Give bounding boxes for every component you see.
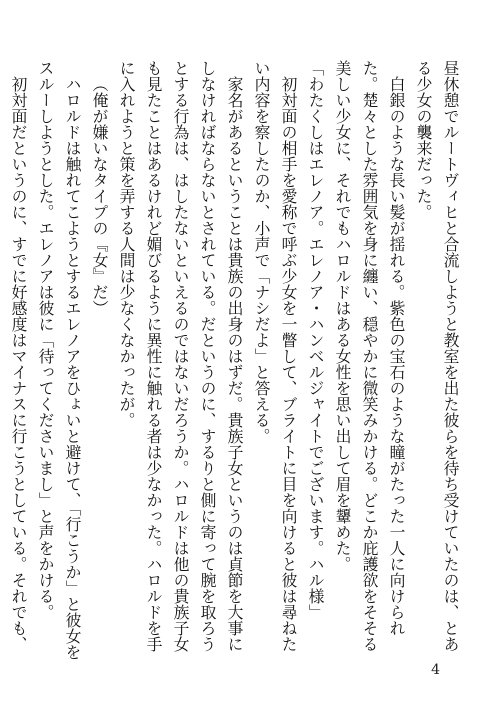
vertical-text-block bbox=[9, 60, 464, 660]
paragraph-7: ハロルドは触れてこようとするエレノアをひょいと避けて、「行こうか」と彼女をスルーしようとした。エレノアは彼に「待ってくださいまし」と声をかける。 bbox=[36, 60, 82, 660]
paragraph-1: 昼休憩でルートヴィヒと合流しようと教室を出た彼らを待ち受けていたのは、とある少女の襲来だった。 bbox=[414, 60, 460, 652]
paragraph-3: 「わたくしはエレノア。エレノア・ハンベルジャイトでございます。ハル様」 bbox=[306, 60, 325, 620]
paragraph-6: （俺が嫌いなタイプの『女』だ） bbox=[90, 75, 109, 316]
paragraph-4: 初対面の相手を愛称で呼ぶ少女を一瞥して、ブライトに目を向けると彼は尋ねたい内容を察したのか、小声で「ナシだよ」と答える。 bbox=[252, 60, 298, 652]
paragraph-2: 白銀のような長い髪が揺れる。紫色の宝石のような瞳がたった一人に向けられた。楚々とした雰囲気を身に纏い、穏やかに微笑みかける。どこか庇護欲をそそる美しい少女に、それでもハロルドはある女性を思い出して眉を顰めた。 bbox=[333, 60, 406, 652]
page-number: 4 bbox=[431, 662, 440, 678]
paragraph-5: 家名があるということは貴族の出身のはずだ。貴族子女というのは貞節を大事にしなければならないとされている。だというのに、するりと側に寄って腕を取ろうとする行為は、はしたないといえるのではないだろうか。ハロルドは他の貴族子女も見たことはあるけれど媚びるように異性に触れる者は少なかった。ハロルドを手に入れようと策を弄する人間は少なくなかったが。 bbox=[117, 60, 244, 652]
paragraph-8: 初対面だというのに、すでに好感度はマイナスに行こうとしている。それでも、 bbox=[9, 75, 28, 652]
